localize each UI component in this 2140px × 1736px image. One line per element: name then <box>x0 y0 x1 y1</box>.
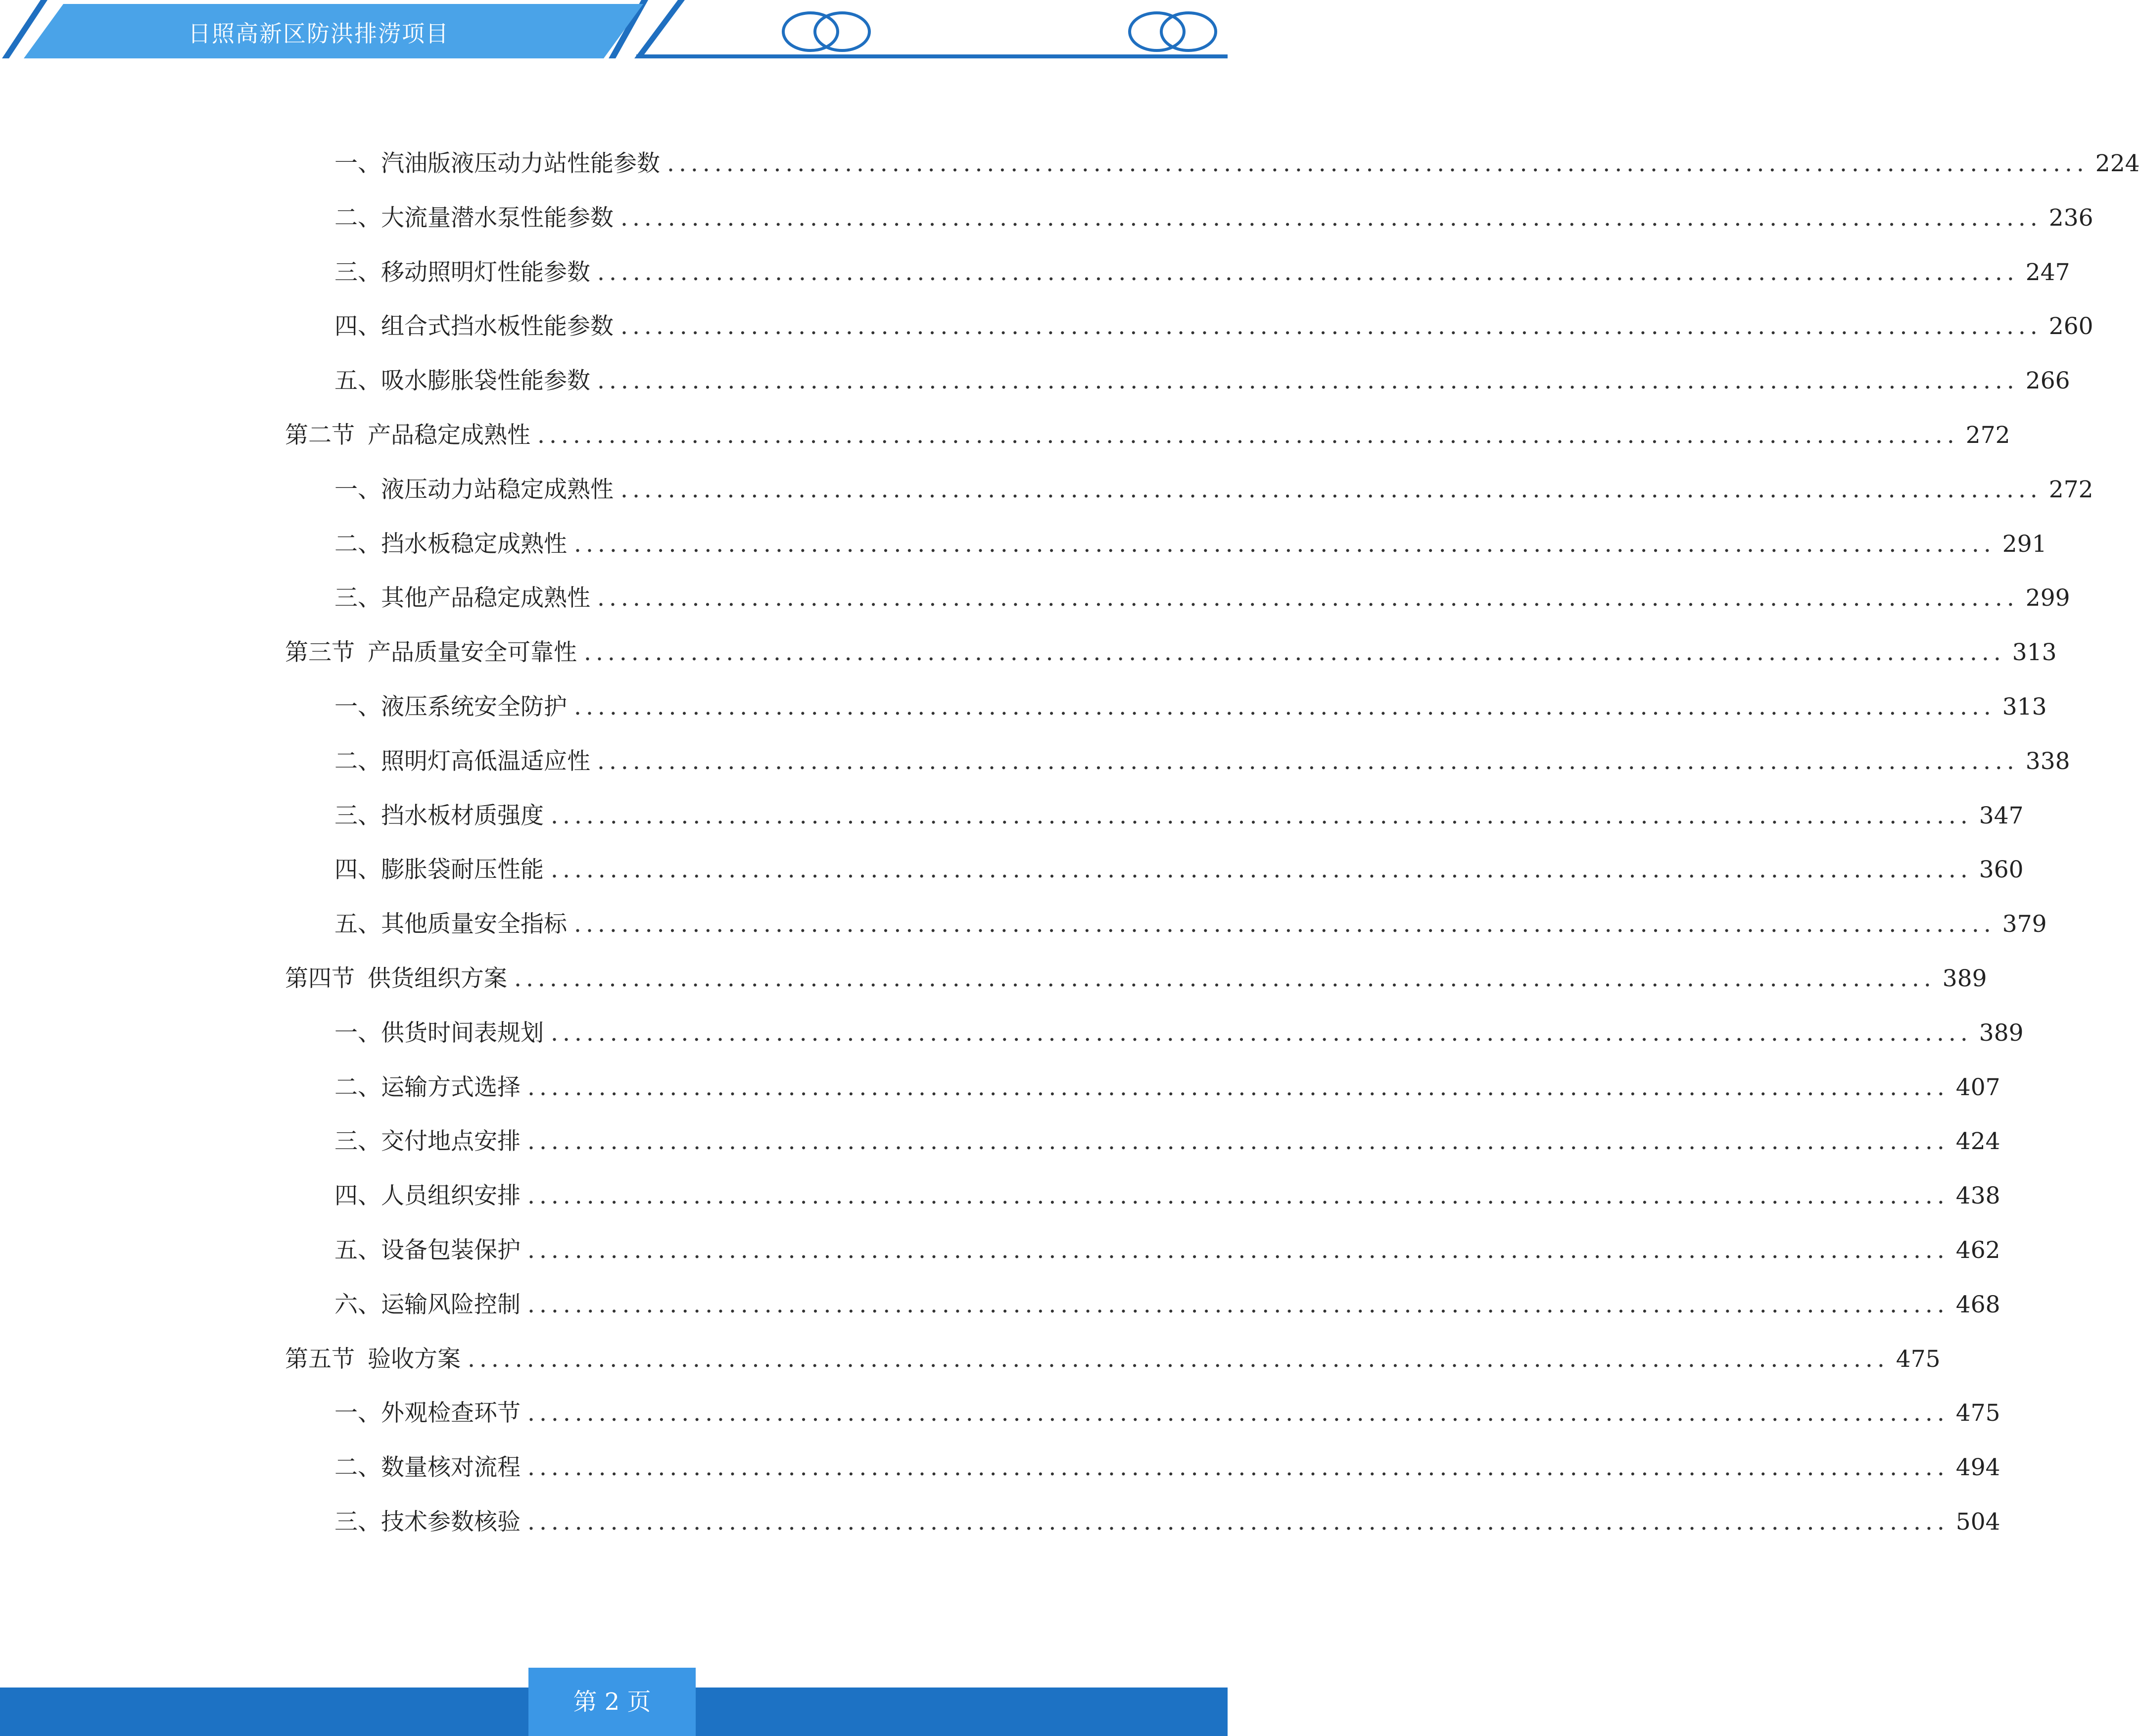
toc-entry-page: 389 <box>1979 1019 2024 1047</box>
toc-entry-page: 475 <box>1955 1399 2000 1427</box>
toc-subsection-entry[interactable] <box>334 744 2070 779</box>
toc-entry-title: 数量核对流程 <box>381 1454 521 1481</box>
toc-entry-title: 膨胀袋耐压性能 <box>381 856 544 883</box>
toc-subsection-entry[interactable] <box>334 1450 2000 1485</box>
toc-entry-page: 494 <box>1955 1454 2000 1481</box>
toc-entry-number: 二、 <box>334 1454 381 1481</box>
toc-entry-number: 三、 <box>334 802 381 829</box>
toc-entry-number: 四、 <box>334 1182 381 1209</box>
toc-entry-title: 移动照明灯性能参数 <box>381 259 590 286</box>
toc-entry-title: 供货组织方案 <box>368 965 507 992</box>
toc-entry-title: 验收方案 <box>368 1346 461 1373</box>
toc-dot-leader: ........................................................................................................................ <box>620 204 2042 232</box>
double-ring-icon <box>783 13 869 50</box>
toc-entry-number: 二、 <box>334 204 381 232</box>
toc-dot-leader: ........................................................................................................................ <box>527 1182 1949 1209</box>
toc-entry-page: 299 <box>2025 584 2070 612</box>
toc-entry-number: 三、 <box>334 259 381 286</box>
toc-dot-leader: ........................................................................................................................ <box>527 1291 1949 1318</box>
toc-entry-number: 五、 <box>334 367 381 394</box>
toc-subsection-entry[interactable] <box>334 364 2070 398</box>
toc-entry-title: 挡水板稳定成熟性 <box>381 530 567 558</box>
toc-entry-number: 一、 <box>334 150 381 177</box>
toc-entry-page: 407 <box>1955 1074 2000 1101</box>
toc-entry-number: 一、 <box>334 476 381 503</box>
toc-subsection-entry[interactable] <box>334 1288 2000 1322</box>
toc-subsection-entry[interactable] <box>334 146 2140 181</box>
toc-entry-title: 其他产品稳定成熟性 <box>381 584 590 612</box>
toc-subsection-entry[interactable] <box>334 1016 2024 1051</box>
toc-dot-leader: ........................................................................................................................ <box>551 1019 1972 1047</box>
toc-entry-page: 247 <box>2025 259 2070 286</box>
toc-dot-leader: ........................................................................................................................ <box>527 1128 1949 1155</box>
toc-dot-leader: ........................................................................................................................ <box>574 530 1996 558</box>
toc-entry-title: 汽油版液压动力站性能参数 <box>381 150 660 177</box>
toc-dot-leader: ........................................................................................................................ <box>551 802 1972 829</box>
toc-entry-number: 三、 <box>334 1128 381 1155</box>
toc-section-entry[interactable] <box>285 635 2057 670</box>
toc-entry-number: 第五节 <box>285 1346 355 1373</box>
toc-dot-leader: ........................................................................................................................ <box>574 911 1996 938</box>
toc-entry-page: 475 <box>1896 1346 1941 1373</box>
toc-entry-page: 462 <box>1955 1237 2000 1264</box>
toc-entry-page: 313 <box>2002 693 2047 721</box>
toc-section-entry[interactable] <box>285 1342 1941 1377</box>
toc-dot-leader: ........................................................................................................................ <box>527 1508 1949 1536</box>
toc-dot-leader: ........................................................................................................................ <box>551 856 1972 883</box>
toc-entry-page: 338 <box>2025 748 2070 775</box>
toc-subsection-entry[interactable] <box>334 690 2047 724</box>
toc-entry-page: 347 <box>1979 802 2024 829</box>
toc-entry-number: 三、 <box>334 584 381 612</box>
toc-entry-number: 二、 <box>334 748 381 775</box>
toc-entry-title: 液压系统安全防护 <box>381 693 567 721</box>
toc-entry-number: 第四节 <box>285 965 355 992</box>
toc-entry-title: 技术参数核验 <box>381 1508 521 1536</box>
toc-entry-number: 五、 <box>334 911 381 938</box>
toc-entry-title: 设备包装保护 <box>381 1237 521 1264</box>
toc-section-entry[interactable] <box>285 418 2010 453</box>
toc-entry-title: 照明灯高低温适应性 <box>381 748 590 775</box>
toc-dot-leader: ........................................................................................................................ <box>620 476 2042 503</box>
toc-entry-page: 424 <box>1955 1128 2000 1155</box>
toc-entry-number: 第三节 <box>285 639 355 666</box>
toc-subsection-entry[interactable] <box>334 581 2070 616</box>
toc-dot-leader: ........................................................................................................................ <box>620 313 2042 340</box>
toc-entry-number: 一、 <box>334 693 381 721</box>
toc-subsection-entry[interactable] <box>334 1505 2000 1540</box>
toc-entry-number: 四、 <box>334 856 381 883</box>
toc-entry-page: 236 <box>2048 204 2093 232</box>
toc-entry-page: 389 <box>1942 965 1987 992</box>
toc-entry-page: 224 <box>2095 150 2140 177</box>
toc-entry-title: 液压动力站稳定成熟性 <box>381 476 614 503</box>
toc-entry-title: 其他质量安全指标 <box>381 911 567 938</box>
toc-subsection-entry[interactable] <box>334 1124 2000 1159</box>
toc-entry-title: 供货时间表规划 <box>381 1019 544 1047</box>
toc-entry-page: 379 <box>2002 911 2047 938</box>
toc-entry-page: 438 <box>1955 1182 2000 1209</box>
toc-entry-page: 291 <box>2002 530 2047 558</box>
toc-dot-leader: ........................................................................................................................ <box>597 748 2019 775</box>
toc-entry-title: 人员组织安排 <box>381 1182 521 1209</box>
toc-dot-leader: ........................................................................................................................ <box>527 1237 1949 1264</box>
toc-dot-leader: ........................................................................................................................ <box>537 422 1959 449</box>
toc-dot-leader: ........................................................................................................................ <box>514 965 1936 992</box>
toc-dot-leader: ........................................................................................................................ <box>527 1454 1949 1481</box>
toc-entry-title: 产品质量安全可靠性 <box>368 639 577 666</box>
header-rule <box>636 54 1228 58</box>
toc-dot-leader: ........................................................................................................................ <box>527 1074 1949 1101</box>
toc-entry-title: 交付地点安排 <box>381 1128 521 1155</box>
toc-entry-page: 468 <box>1955 1291 2000 1318</box>
toc-entry-page: 260 <box>2048 313 2093 340</box>
toc-entry-number: 一、 <box>334 1399 381 1427</box>
toc-dot-leader: ........................................................................................................................ <box>597 584 2019 612</box>
toc-subsection-entry[interactable] <box>334 201 2093 236</box>
page-number: 第 2 页 <box>573 1688 651 1716</box>
toc-subsection-entry[interactable] <box>334 853 2024 887</box>
toc-subsection-entry[interactable] <box>334 799 2024 833</box>
toc-subsection-entry[interactable] <box>334 473 2093 507</box>
toc-entry-page: 504 <box>1955 1508 2000 1536</box>
toc-entry-title: 大流量潜水泵性能参数 <box>381 204 614 232</box>
toc-dot-leader: ........................................................................................................................ <box>527 1399 1949 1427</box>
toc-entry-title: 组合式挡水板性能参数 <box>381 313 614 340</box>
toc-entry-page: 272 <box>1965 422 2010 449</box>
toc-entry-title: 运输方式选择 <box>381 1074 521 1101</box>
toc-entry-title: 挡水板材质强度 <box>381 802 544 829</box>
toc-subsection-entry[interactable] <box>334 1070 2000 1105</box>
toc-entry-page: 360 <box>1979 856 2024 883</box>
toc-dot-leader: ........................................................................................................................ <box>468 1346 1889 1373</box>
toc-entry-title: 吸水膨胀袋性能参数 <box>381 367 590 394</box>
toc-entry-number: 五、 <box>334 1237 381 1264</box>
toc-entry-number: 第二节 <box>285 422 355 449</box>
toc-subsection-entry[interactable] <box>334 527 2047 562</box>
toc-entry-page: 272 <box>2048 476 2093 503</box>
toc-section-entry[interactable] <box>285 962 1987 996</box>
toc-dot-leader: ........................................................................................................................ <box>667 150 2089 177</box>
toc-subsection-entry[interactable] <box>334 907 2047 942</box>
toc-subsection-entry[interactable] <box>334 1179 2000 1213</box>
toc-entry-page: 266 <box>2025 367 2070 394</box>
header-title: 日照高新区防洪排涝项目 <box>188 20 449 47</box>
toc-dot-leader: ........................................................................................................................ <box>597 367 2019 394</box>
toc-entry-page: 313 <box>2012 639 2057 666</box>
toc-subsection-entry[interactable] <box>334 255 2070 290</box>
toc-dot-leader: ........................................................................................................................ <box>584 639 2005 666</box>
toc-entry-title: 运输风险控制 <box>381 1291 521 1318</box>
toc-entry-title: 产品稳定成熟性 <box>368 422 530 449</box>
toc-entry-number: 一、 <box>334 1019 381 1047</box>
toc-entry-number: 二、 <box>334 1074 381 1101</box>
toc-entry-number: 三、 <box>334 1508 381 1536</box>
toc-entry-title: 外观检查环节 <box>381 1399 521 1427</box>
toc-subsection-entry[interactable] <box>334 1233 2000 1268</box>
double-ring-icon <box>1130 13 1216 50</box>
toc-dot-leader: ........................................................................................................................ <box>597 259 2019 286</box>
toc-subsection-entry[interactable] <box>334 1396 2000 1431</box>
toc-dot-leader: ........................................................................................................................ <box>574 693 1996 721</box>
toc-entry-number: 四、 <box>334 313 381 340</box>
page-header-decoration <box>0 0 1228 69</box>
toc-subsection-entry[interactable] <box>334 309 2093 344</box>
toc-entry-number: 六、 <box>334 1291 381 1318</box>
toc-entry-number: 二、 <box>334 530 381 558</box>
